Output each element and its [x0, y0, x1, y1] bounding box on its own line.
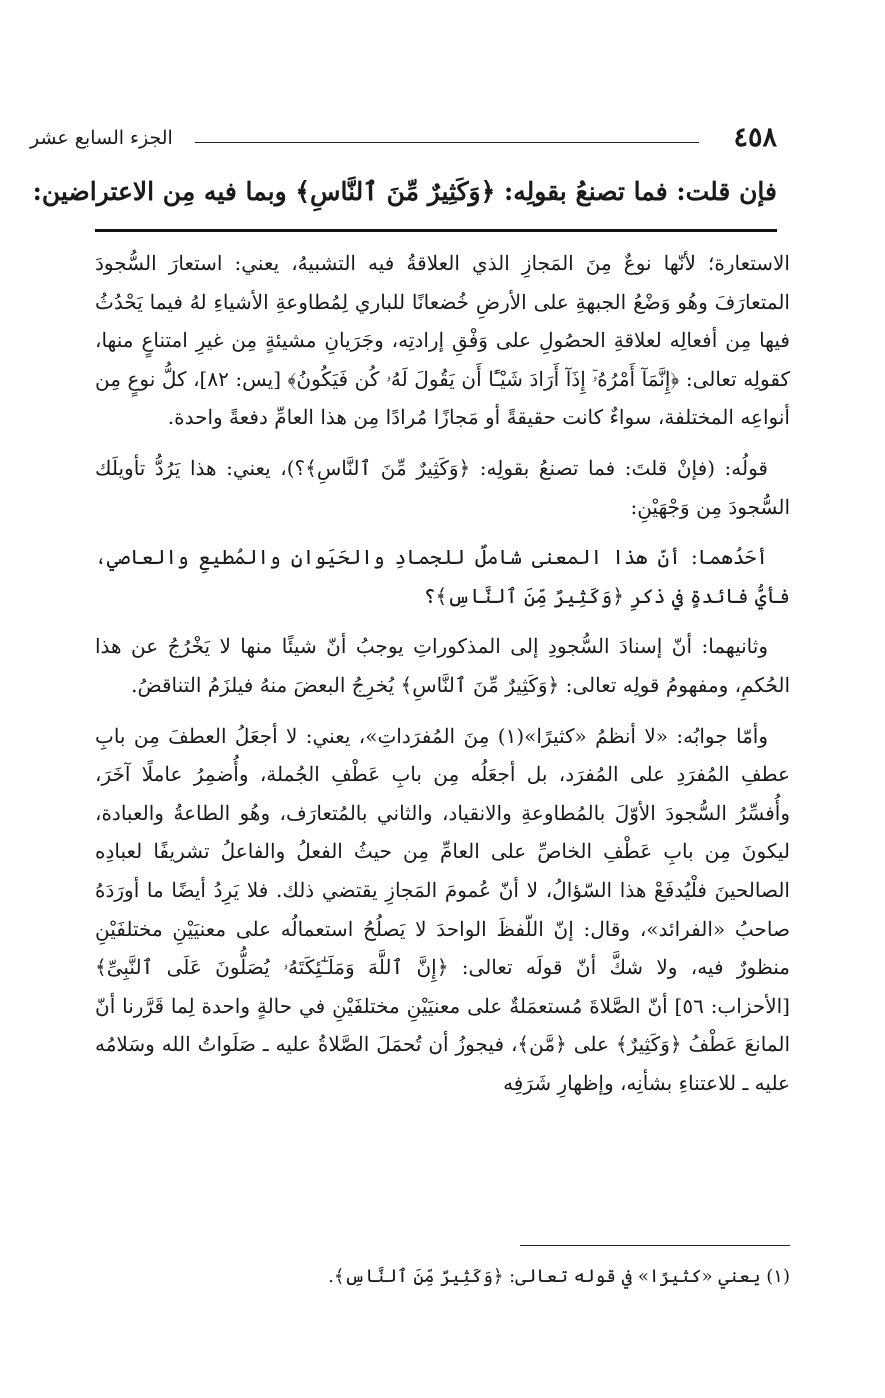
footnote-rule [520, 1245, 790, 1246]
heading-rule [95, 229, 777, 232]
paragraph-3: أحَدُهما: أنّ هذا المعنى شاملٌ للجمادِ والحَيَوانِ والمُطيعِ والعاصي، فأيُّ فائدةٍ في ذكرِ ﴿وَكَثِيرٌ مِّنَ ٱلنَّاسِ﴾؟ [95, 545, 790, 608]
header-rule [195, 142, 699, 143]
main-text [95, 244, 790, 1114]
part-title: الجزء السابع عشر [30, 127, 173, 149]
page-number: ٤٥٨ [733, 122, 777, 153]
paragraph-1: الاستعارة؛ لأنّها نوعٌ مِنَ المَجازِ الذي العلاقةُ فيه التشبيهُ، يعني: استعارَ السُّجودَ المتعارَفَ وهُو وَضْعُ الجبهةِ على الأرضِ خُضعانًا للباري لِمُطاوعةِ الأشياءِ لهُ فيما يَحْدُثُ فيها مِن أفعالِه لعلاقةِ الحصُولِ على وَفْقِ إرادتِه، وجَرَيانِ مشيئةٍ مِن غيرِ امتناعٍ منها، كقولِه تعالى: ﴿إِنَّمَآ أَمْرُهُۥٓ إِذَآ أَرَادَ شَيْـًٔا أَن يَقُولَ لَهُۥ كُن فَيَكُونُ﴾ [يس: ٨٢]، كلُّ نوعٍ مِن أنواعِه المختلفة، سواءٌ كانت حقيقةً أو مَجازًا مُرادًا مِن هذا العامِّ دفعةً واحدة. [95, 251, 790, 430]
footnote: (١) يعني «كثيرًا» في قوله تعالى: ﴿وَكَثِيرٌ مِّنَ ٱلنَّاسِ﴾. [328, 1266, 790, 1287]
paragraph-2: قولُه: (فإنْ قلتَ: فما تصنعُ بقولِه: ﴿وَكَثِيرٌ مِّنَ ٱلنَّاسِ﴾؟)، يعني: هذا يَرُدُّ تأويلَك السُّجودَ مِن وَجْهَيْنِ: [95, 455, 790, 519]
paragraph-5: وأمّا جوابُه: «لا أنظمُ «كثيرًا»(١) مِنَ المُفرَداتِ»، يعني: لا أجعَلُ العطفَ مِن بابِ عطفِ المُفرَدِ على المُفرَد، بل أجعَلُه مِن بابِ عَطْفِ الجُملة، وأُضمِرُ عاملًا آخَرَ، وأُفسِّرُ السُّجودَ الأوّلَ بالمُطاوعةِ والانقياد، والثاني بالمُتعارَف، وهُو الطاعةُ والعبادة، ليكونَ مِن بابِ عَطْفِ الخاصِّ على العامِّ مِن حيثُ الفعلُ والفاعلُ تشريفًا لعبادِه الصالحينَ فلْيُدفَعْ هذا السّؤالُ، لا أنّ عُمومَ المَجازِ يقتضي ذلك. فلا يَرِدُ أيضًا ما أورَدَهُ صاحبُ «الفرائد»، وقال: إنّ اللّفظَ الواحدَ لا يَصلُحُ استعمالُه على معنيَيْنِ مختلفَيْنِ منظورٌ فيه، ولا شكَّ أنّ قولَه تعالى: ﴿إِنَّ ٱللَّهَ وَمَلَـٰٓئِكَتَهُۥ يُصَلُّونَ عَلَى ٱلنَّبِىِّ﴾ [الأحزاب: ٥٦] أنّ الصَّلاةَ مُستعمَلةٌ على معنيَيْنِ مختلفَيْنِ في حالةٍ واحدة لِما قَرَّرنا أنّ المانعَ عَطْفُ ﴿وَكَثِيرٌ﴾ على ﴿مَّن﴾، فيجوزُ أن تُحمَلَ الصَّلاةُ عليه ـ صَلَواتُ الله وسَلامُه عليه ـ للاعتناءِ بشأنِه، وإظهارِ شَرَفِه [95, 723, 790, 1095]
running-header [30, 118, 777, 158]
section-heading: فإن قلت: فما تصنعُ بقولِه: ﴿وَكَثِيرٌ مِّنَ ٱلنَّاسِ﴾ وبما فيه مِن الاعتراضين: [32, 177, 777, 206]
paragraph-4: وثانيهما: أنّ إسنادَ السُّجودِ إلى المذكوراتِ يوجبُ أنّ شيئًا منها لا يَخْرُجُ عن هذا الحُكمِ، ومفهومُ قولِه تعالى: ﴿وَكَثِيرٌ مِّنَ ٱلنَّاسِ﴾ يُخرِجُ البعضَ منهُ فيلزَمُ التناقضُ. [95, 634, 790, 697]
